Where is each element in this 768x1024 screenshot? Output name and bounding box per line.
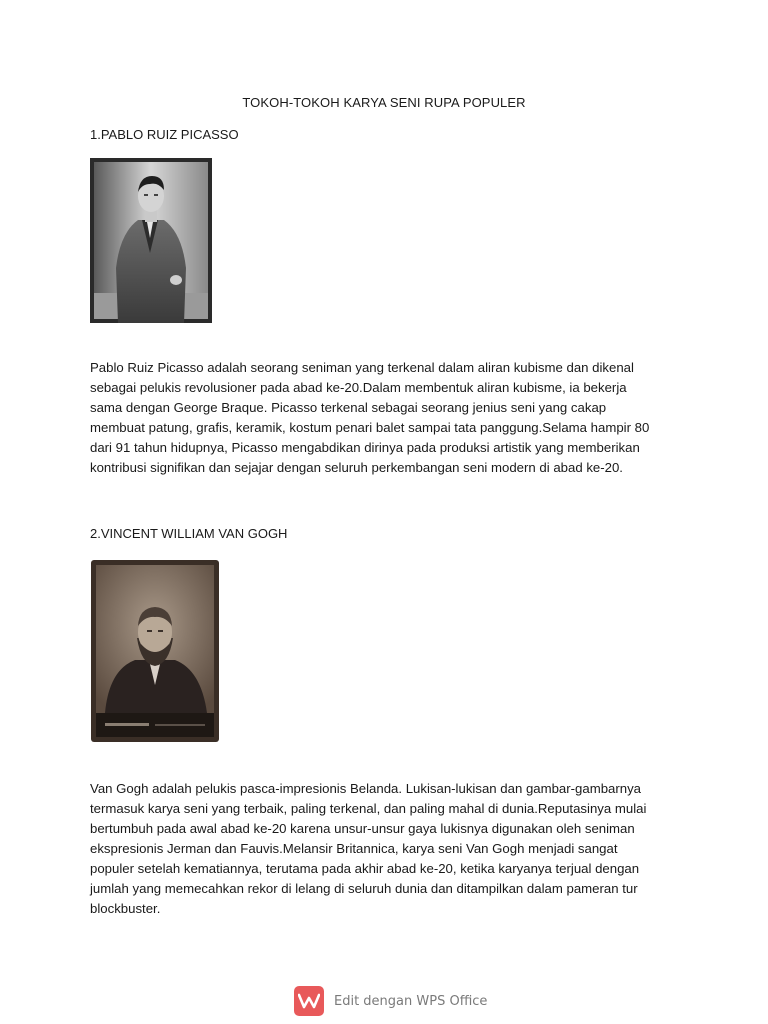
paragraph-line: populer setelah kematiannya, terutama pada akhir abad ke-20, ketika karyanya terjual dengan xyxy=(90,861,640,876)
section-heading-picasso: 1.PABLO RUIZ PICASSO xyxy=(90,127,239,142)
paragraph-line: sebagai pelukis revolusioner pada abad ke-20.Dalam membentuk aliran kubisme, ia bekerja xyxy=(90,380,627,395)
paragraph-line: termasuk karya seni yang terbaik, paling terkenal, dan paling mahal di dunia.Reputasinya mulai xyxy=(90,801,647,816)
document-title: TOKOH-TOKOH KARYA SENI RUPA POPULER xyxy=(242,95,526,110)
van-gogh-portrait-photo xyxy=(91,560,219,742)
paragraph-line: membuat patung, grafis, keramik, kostum penari balet sampai tata panggung.Selama hampir 80 xyxy=(90,420,650,435)
paragraph-line: blockbuster. xyxy=(90,901,161,916)
paragraph-line: bertumbuh pada awal abad ke-20 karena unsur-unsur gaya lukisnya digunakan oleh seniman xyxy=(90,821,635,836)
paragraph-line: kontribusi signifikan dan sejajar dengan seluruh perkembangan seni modern di abad ke-20. xyxy=(90,460,623,475)
paragraph-line: jumlah yang memecahkan rekor di lelang di seluruh dunia dan ditampilkan dalam pameran tur xyxy=(90,881,638,896)
section-heading-van-gogh: 2.VINCENT WILLIAM VAN GOGH xyxy=(90,526,288,541)
section-paragraph-van-gogh xyxy=(90,779,690,919)
paragraph-line: dari 91 tahun hidupnya, Picasso mengabdikan dirinya pada produksi artistik yang memberikan xyxy=(90,440,640,455)
portrait-photo-icon xyxy=(90,158,212,323)
paragraph-line: ekspresionis Jerman dan Fauvis.Melansir Britannica, karya seni Van Gogh menjadi sangat xyxy=(90,841,618,856)
edit-with-wps-link[interactable] xyxy=(294,985,487,1017)
paragraph-line: sama dengan George Braque. Picasso terkenal sebagai seorang jenius seni yang cakap xyxy=(90,400,607,415)
section-paragraph-picasso xyxy=(90,358,690,478)
picasso-portrait-photo xyxy=(90,158,212,323)
portrait-photo-icon xyxy=(91,560,219,742)
footer-text: Edit dengan WPS Office xyxy=(334,993,488,1009)
wps-logo-icon xyxy=(294,986,324,1016)
paragraph-line: Pablo Ruiz Picasso adalah seorang seniman yang terkenal dalam aliran kubisme dan dikenal xyxy=(90,360,634,375)
paragraph-line: Van Gogh adalah pelukis pasca-impresionis Belanda. Lukisan-lukisan dan gambar-gambarnya xyxy=(90,781,642,796)
